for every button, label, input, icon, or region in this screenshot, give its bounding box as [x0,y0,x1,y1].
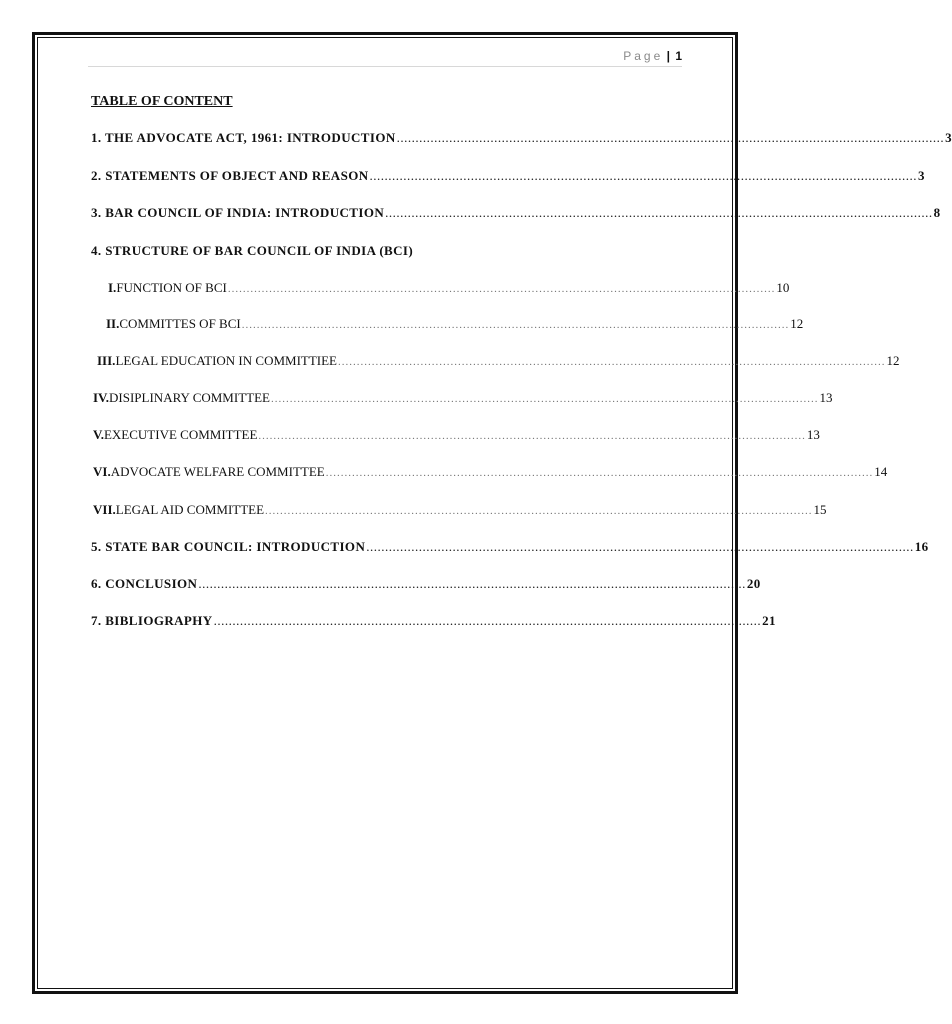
toc-entry-page: 3 [918,168,925,183]
page-separator: | [666,49,670,63]
toc-leader-dots: .................................................................................................................................................. [338,356,886,368]
toc-leader-dots: .................................................................................................................................................. [325,467,874,479]
toc-entry-page: 8 [933,205,941,220]
toc-entry-page: 10 [776,280,790,295]
toc-leader-dots: .................................................................................................................................................. [396,130,945,145]
toc-entry-page: 16 [914,539,929,554]
toc-leader-dots: .................................................................................................................................................. [213,613,762,628]
toc-leader-dots: .................................................................................................................................................. [369,168,918,183]
toc-entry-page: 21 [762,613,776,628]
toc-entry-page: 12 [886,353,900,368]
toc-entry-label: 6. CONCLUSION [91,576,198,591]
toc-entry-label: 3. BAR COUNCIL OF INDIA: INTRODUCTION [91,205,385,220]
toc-leader-dots: .................................................................................................................................................. [198,576,746,591]
toc-entry-label: COMMITTES OF BCI [119,316,241,331]
toc-entry-label: LEGAL AID COMMITTEE [115,502,265,517]
toc-entry-page: 14 [874,464,888,479]
toc-leader-dots: .................................................................................................................................................. [270,393,819,405]
toc-leader-dots: .................................................................................................................................................. [241,319,790,331]
page-number: 1 [675,49,682,63]
toc-roman-numeral: II. [106,316,120,331]
toc-leader-dots: .................................................................................................................................................. [385,205,933,220]
toc-entry-label: ADVOCATE WELFARE COMMITTEE [110,464,325,479]
toc-entry-page: 12 [790,316,804,331]
toc-roman-numeral: IV. [93,390,110,405]
toc-entry-structure [91,242,413,260]
toc-entry-conclusion [91,575,761,593]
toc-entry-page: 13 [819,390,833,405]
toc-entry-label: FUNCTION OF BCI [116,280,227,295]
toc-entry-bibliography [91,612,776,630]
toc-entry-label: 5. STATE BAR COUNCIL: INTRODUCTION [91,539,366,554]
toc-entry-label: LEGAL EDUCATION IN COMMITTIEE [115,353,338,368]
toc-entry-state-bar-council [91,538,929,556]
toc-entry-page: 15 [813,502,827,517]
toc-roman-numeral: VI. [93,464,111,479]
toc-roman-numeral: I. [108,280,117,295]
toc-subentry-committes [106,315,804,334]
toc-leader-dots: .................................................................................................................................................. [258,430,806,442]
toc-subentry-legal-aid [93,501,827,520]
toc-entry-statements [91,167,925,185]
toc-roman-numeral: VII. [93,502,116,517]
toc-entry-page: 3 [945,130,952,145]
toc-subentry-disiplinary [93,389,833,408]
toc-entry-page: 20 [746,576,761,591]
toc-entry-label: DISIPLINARY COMMITTEE [109,390,270,405]
toc-title: TABLE OF CONTENT [91,94,233,109]
page-header [88,48,682,67]
toc-entry-label: 4. STRUCTURE OF BAR COUNCIL OF INDIA (BCI) [91,243,414,258]
page-label: Page [623,49,664,63]
toc-roman-numeral: III. [97,353,116,368]
toc-subentry-legal-education [97,352,900,371]
toc-entry-label: 1. THE ADVOCATE ACT, 1961: INTRODUCTION [91,130,396,145]
toc-entry-label: 2. STATEMENTS OF OBJECT AND REASON [91,168,369,183]
toc-subentry-executive [93,426,820,445]
toc-entry-bar-council [91,204,941,222]
toc-entry-advocate-act [91,129,952,147]
toc-subentry-function [108,279,790,298]
toc-leader-dots: .................................................................................................................................................. [265,505,813,517]
toc-entry-page: 13 [806,427,820,442]
toc-leader-dots: .................................................................................................................................................. [227,283,776,295]
toc-entry-label: 7. BIBLIOGRAPHY [91,613,213,628]
toc-roman-numeral: V. [93,427,104,442]
toc-subentry-advocate-welfare [93,463,888,482]
toc-entry-label: EXECUTIVE COMMITTEE [103,427,258,442]
toc-leader-dots: .................................................................................................................................................. [366,539,914,554]
